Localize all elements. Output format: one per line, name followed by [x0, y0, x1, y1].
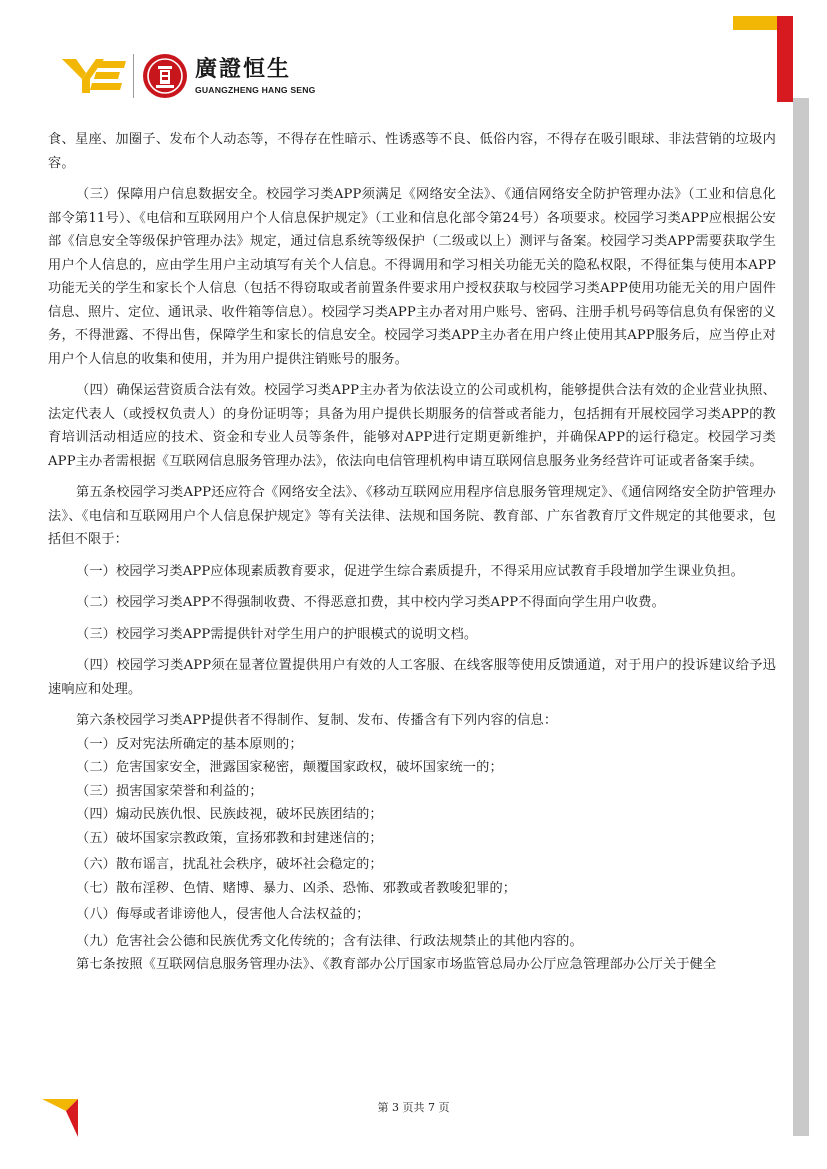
list-item: （四）煽动民族仇恨、民族歧视，破坏民族团结的； [76, 807, 383, 822]
list-item: （五）破坏国家宗教政策，宣扬邪教和封建迷信的； [76, 830, 383, 846]
list-item: （七）散布淫秽、色情、赌博、暴力、凶杀、恐怖、邪教或者教唆犯罪的； [76, 880, 517, 896]
paragraph-article-5: 第五条校园学习类APP还应符合《网络安全法》、《移动互联网应用程序信息服务管理规定》、《通信网络安全防护管理办法》、《电信和互联网用户个人信息保护规定》等有关法律、法规和国务院、教育部、广东省教育厅文件规定的其他要求，包括但不限于： [48, 485, 776, 547]
list-item: （九）危害社会公德和民族优秀文化传统的；含有法律、行政法规禁止的其他内容的。 [76, 933, 583, 949]
paragraph-item-4-qualification: （四）确保运营资质合法有效。校园学习类APP主办者为依法设立的公司或机构，能够提供合法有效的企业营业执照、法定代表人（或授权负责人）的身份证明等；具备为用户提供长期服务的信誉或者能力，包括拥有开展校园学习类APP的教育培训活动相适应的技术、资金和专业人员等条件，能够对APP进行定期更新维护，并确保APP的运行稳定。校园学习类APP主办者需根据《互联网信息服务管理办法》，依法向电信管理机构申请互联网信息服务业务经营许可证或者备案手续。 [48, 383, 776, 469]
ye-logo-icon [62, 55, 126, 97]
page-number: 第 3 页共 7 页 [377, 1101, 450, 1114]
paragraph-article-7: 第七条按照《互联网信息服务管理办法》、《教育部办公厅国家市场监管总局办公厅应急管理部办公厅关于健全 [76, 957, 717, 972]
logo-divider [133, 54, 134, 98]
paragraph-item-3-data-security: （三）保障用户信息数据安全。校园学习类APP须满足《网络安全法》、《通信网络安全防护管理办法》（工业和信息化部令第11号）、《电信和互联网用户个人信息保护规定》（工业和信息化部令第24号）各项要求。校园学习类APP应根据公安部《信息安全等级保护管理办法》规定，通过信息系统等级保护（二级或以上）测评与备案。校园学习类APP需要获取学生用户个人信息的，应由学生用户主动填写有关个人信息。不得调用和学习相关功能无关的隐私权限，不得征集与使用本APP功能无关的学生和家长个人信息（包括不得窃取或者前置条件要求用户授权获取与校园学习类APP使用功能无关的用户固件信息、照片、定位、通讯录、收件箱等信息）。校园学习类APP主办者对用户账号、密码、注册手机号码等信息负有保密的义务，不得泄露、不得出售，保障学生和家长的信息安全。校园学习类APP主办者在用户终止使用其APP服务后，应当停止对用户个人信息的收集和使用，并为用户提供注销账号的服务。 [48, 187, 777, 367]
list-item: （三）损害国家荣誉和利益的； [76, 783, 263, 799]
paragraph-continuation: 食、星座、加圈子、发布个人动态等，不得存在性暗示、性诱惑等不良、低俗内容，不得存在吸引眼球、非法营销的垃圾内容。 [48, 132, 776, 171]
document-body [48, 128, 776, 977]
company-logo [62, 50, 316, 102]
right-side-bar [793, 98, 809, 1136]
brand-name-cn: 廣證恒生 [195, 56, 292, 82]
list-item: （二）校园学习类APP不得强制收费、不得恶意扣费，其中校内学习类APP不得面向学生用户收费。 [76, 595, 665, 610]
list-item: （八）侮辱或者诽谤他人，侵害他人合法权益的； [76, 907, 370, 922]
list-item: （四）校园学习类APP须在显著位置提供用户有效的人工客服、在线客服等使用反馈通道，对于用户的投诉建议给予迅速响应和处理。 [48, 658, 776, 697]
list-item: （六）散布谣言，扰乱社会秩序，破坏社会稳定的； [76, 857, 383, 872]
list-item: （一）反对宪法所确定的基本原则的； [76, 736, 303, 752]
paragraph-article-6: 第六条校园学习类APP提供者不得制作、复制、发布、传播含有下列内容的信息： [76, 713, 558, 728]
corner-decoration-top-right [733, 16, 793, 102]
list-item: （一）校园学习类APP应体现素质教育要求，促进学生综合素质提升，不得采用应试教育手段增加学生课业负担。 [76, 563, 744, 579]
seal-icon [143, 54, 187, 98]
brand-text [195, 57, 316, 96]
list-item: （二）危害国家安全，泄露国家秘密，颠覆国家政权，破坏国家统一的； [76, 760, 503, 775]
brand-name-en: GUANGZHENG HANG SENG [195, 84, 316, 95]
list-item: （三）校园学习类APP需提供针对学生用户的护眼模式的说明文档。 [76, 626, 478, 642]
